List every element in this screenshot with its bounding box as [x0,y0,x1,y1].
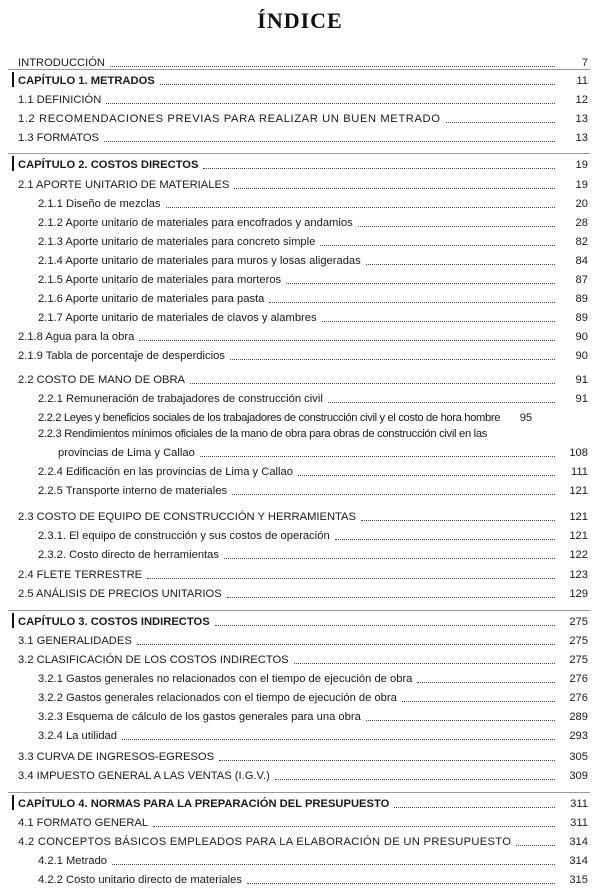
toc-entry-label: 3.2.1 Gastos generales no relacionados con el tiempo de ejecución de obra [38,673,413,685]
chapter-divider [8,792,590,793]
toc-entry-page: 121 [569,485,588,497]
toc-entry[interactable] [58,443,588,460]
chapter-divider [8,69,590,70]
page-title: ÍNDICE [257,8,343,33]
dot-leader [417,682,555,683]
dot-leader [361,520,555,521]
toc-entry-page: 275 [569,654,588,666]
toc-entry[interactable] [18,53,588,70]
toc-entry-page: 305 [569,751,588,763]
dot-leader [224,558,555,559]
toc-entry[interactable] [38,308,588,325]
toc-entry-label: 2.3.1. El equipo de construcción y sus costos de operación [38,530,330,542]
dot-leader [294,663,555,664]
toc-entry-page: 89 [575,293,588,305]
toc-entry[interactable] [18,128,588,145]
dot-leader [328,402,555,403]
toc-entry[interactable] [38,408,588,425]
toc-entry[interactable] [18,346,588,363]
dot-leader [215,625,555,626]
chapter-divider [8,610,590,611]
toc-entry[interactable] [38,213,588,230]
toc-entry[interactable] [18,832,588,849]
toc-entry-page: 13 [575,113,588,125]
dot-leader [286,283,555,284]
toc-entry-label: 4.1 FORMATO GENERAL [18,817,149,829]
dot-leader [230,359,555,360]
toc-entry-label: 2.4 FLETE TERRESTRE [18,569,143,581]
toc-entry-label: 3.2 CLASIFICACIÓN DE LOS COSTOS INDIRECTOS [18,654,289,666]
toc-entry-page: 13 [575,132,588,144]
toc-entry-page: 84 [575,255,588,267]
toc-entry-label: CAPÍTULO 2. COSTOS DIRECTOS [18,159,199,171]
toc-entry-page: 311 [570,798,588,810]
toc-entry-label: 3.1 GENERALIDADES [18,635,132,647]
toc-entry[interactable] [18,813,588,830]
dot-leader [322,321,555,322]
toc-entry-label: INTRODUCCIÓN [18,57,106,69]
toc-entry-page: 90 [575,350,588,362]
toc-entry-label: 2.3.2. Costo directo de herramientas [38,549,219,561]
dot-leader [106,103,555,104]
toc-entry[interactable] [38,851,588,868]
dot-leader [232,494,555,495]
toc-entry-page: 121 [569,511,588,523]
toc-entry-label: 2.1.2 Aporte unitario de materiales para encofrados y andamios [38,217,353,229]
toc-entry-label: 1.2 RECOMENDACIONES PREVIAS PARA REALIZAR UN BUEN METRADO [18,113,441,125]
toc-entry[interactable] [18,565,588,582]
toc-entry[interactable] [18,766,588,783]
toc-entry-page: 311 [570,817,588,829]
toc-entry-label[interactable]: 2.2.3 Rendimientos mínimos oficiales de la mano de obra para obras de construcción civil en las [38,428,488,440]
dot-leader [227,597,555,598]
dot-leader [166,207,555,208]
toc-entry-label: 2.2.4 Edificación en las provincias de Lima y Callao [38,466,293,478]
toc-entry-page: 95 [519,412,533,424]
toc-entry-label: 2.1.1 Diseño de mezclas [38,198,161,210]
toc-entry-label: 3.2.2 Gastos generales relacionados con el tiempo de ejecución de obra [38,692,397,704]
dot-leader [147,578,555,579]
toc-entry-label: 4.2.2 Costo unitario directo de materiales [38,874,242,886]
toc-entry-label: 2.1.4 Aporte unitario de materiales para muros y losas aligeradas [38,255,361,267]
toc-entry[interactable] [18,747,588,764]
toc-entry-label: 2.2.1 Remuneración de trabajadores de construcción civil [38,393,323,405]
dot-leader [358,226,555,227]
toc-entry-page: 91 [575,393,588,405]
toc-entry[interactable] [18,109,588,126]
dot-leader [110,66,555,67]
toc-entry-page: 314 [569,855,588,867]
dot-leader [219,760,555,761]
toc-entry-label: CAPÍTULO 4. NORMAS PARA LA PREPARACIÓN DEL PRESUPUESTO [18,798,390,810]
dot-leader [112,864,555,865]
toc-chapter[interactable] [12,612,588,629]
toc-entry-page: 12 [575,94,588,106]
toc-entry-label: 3.2.3 Esquema de cálculo de los gastos generales para una obra [38,711,361,723]
toc-entry-page: 89 [575,312,588,324]
dot-leader [366,720,555,721]
toc-entry-page: 276 [569,692,588,704]
dot-leader [234,188,555,189]
dot-leader [516,845,555,846]
dot-leader [122,739,555,740]
dot-leader [153,826,555,827]
dot-leader [335,539,555,540]
dot-leader [298,475,555,476]
toc-entry-label: 2.2 COSTO DE MANO DE OBRA [18,374,186,386]
toc-entry-page: 111 [570,466,588,478]
toc-entry-page: 276 [569,673,588,685]
dot-leader [190,383,555,384]
dot-leader [275,779,555,780]
toc-entry-page: 123 [569,569,588,581]
toc-entry-page: 108 [569,447,588,459]
toc-entry-page: 28 [575,217,588,229]
toc-entry[interactable] [38,232,588,249]
toc-entry-page: 129 [569,588,588,600]
toc-entry[interactable] [38,462,588,479]
toc-entry-page: 7 [581,57,588,69]
dot-leader [446,122,555,123]
dot-leader [200,456,555,457]
toc-entry-page: 309 [569,770,588,782]
toc-entry-label: 2.1 APORTE UNITARIO DE MATERIALES [18,179,230,191]
toc-entry-label: 4.2 CONCEPTOS BÁSICOS EMPLEADOS PARA LA ELABORACIÓN DE UN PRESUPUESTO [18,836,512,848]
dot-leader [160,84,555,85]
toc-entry[interactable] [38,669,588,686]
toc-entry-label: 2.3 COSTO DE EQUIPO DE CONSTRUCCIÓN Y HERRAMIENTAS [18,511,356,523]
dot-leader [104,141,555,142]
toc-entry-page: 20 [575,198,588,210]
toc-entry[interactable] [18,584,588,601]
toc-entry[interactable] [38,270,588,287]
toc-entry-label: 3.2.4 La utilidad [38,730,117,742]
toc-entry[interactable] [18,175,588,192]
toc-entry-label: CAPÍTULO 1. METRADOS [18,75,155,87]
toc-chapter[interactable] [12,71,588,88]
dot-leader [366,264,555,265]
toc-entry[interactable] [38,526,588,543]
toc-entry[interactable] [38,481,588,498]
toc-entry-page: 19 [575,179,588,191]
toc-entry-page: 314 [569,836,588,848]
toc-entry-label: 2.5 ANÁLISIS DE PRECIOS UNITARIOS [18,588,222,600]
dot-leader [247,883,555,884]
toc-entry-page: 87 [575,274,588,286]
toc-entry-page: 122 [569,549,588,561]
toc-entry-label: 2.1.8 Agua para la obra [18,331,135,343]
toc-entry-label: 2.1.3 Aporte unitario de materiales para concreto simple [38,236,316,248]
toc-chapter[interactable] [12,794,588,811]
toc-entry-label: 2.1.9 Tabla de porcentaje de desperdicios [18,350,225,362]
dot-leader [394,807,555,808]
dot-leader [139,340,555,341]
toc-entry-page: 289 [569,711,588,723]
toc-entry[interactable] [18,631,588,648]
chapter-divider [8,153,590,154]
toc-entry-label: 4.2.1 Metrado [38,855,108,867]
toc-entry-label: 2.2.2 Leyes y beneficios sociales de los trabajadores de construcción civil y el costo de hora hombre [38,412,501,424]
toc-entry-page: 275 [569,616,588,628]
toc-entry-label: 1.3 FORMATOS [18,132,100,144]
toc-entry-label: 2.2.5 Transporte interno de materiales [38,485,228,497]
toc-entry-page: 11 [576,75,588,87]
toc-entry-label: 2.1.5 Aporte unitario de materiales para morteros [38,274,282,286]
toc-entry-label: provincias de Lima y Callao [58,447,195,459]
toc-entry[interactable] [38,707,588,724]
toc-entry-page: 19 [575,159,588,171]
toc-entry[interactable] [38,251,588,268]
toc-entry-page: 90 [575,331,588,343]
toc-entry[interactable] [38,389,588,406]
toc-entry[interactable] [38,194,588,211]
toc-entry-page: 82 [575,236,588,248]
toc-entry-page: 91 [575,374,588,386]
dot-leader [402,701,555,702]
toc-entry[interactable] [18,650,588,667]
dot-leader [203,168,555,169]
toc-entry[interactable] [18,370,588,387]
dot-leader [320,245,555,246]
toc-entry[interactable] [38,688,588,705]
toc-entry-label: CAPÍTULO 3. COSTOS INDIRECTOS [18,616,210,628]
toc-entry[interactable] [38,289,588,306]
toc-entry-label: 2.1.7 Aporte unitario de materiales de clavos y alambres [38,312,317,324]
toc-entry-page: 315 [569,874,588,886]
toc-entry[interactable] [18,507,588,524]
toc-entry[interactable] [18,90,588,107]
toc-entry-page: 121 [569,530,588,542]
toc-entry-label: 3.4 IMPUESTO GENERAL A LAS VENTAS (I.G.V.) [18,770,270,782]
toc-entry[interactable] [38,726,588,743]
dot-leader [269,302,555,303]
toc-entry[interactable] [38,870,588,887]
toc-entry[interactable] [18,327,588,344]
toc-entry-label: 1.1 DEFINICIÓN [18,94,102,106]
toc-chapter[interactable] [12,155,588,172]
toc-entry-label: 3.3 CURVA DE INGRESOS-EGRESOS [18,751,215,763]
toc-entry[interactable] [38,545,588,562]
dot-leader [137,644,555,645]
toc-entry-page: 293 [569,730,588,742]
toc-entry-label: 2.1.6 Aporte unitario de materiales para pasta [38,293,265,305]
toc-entry-page: 275 [569,635,588,647]
